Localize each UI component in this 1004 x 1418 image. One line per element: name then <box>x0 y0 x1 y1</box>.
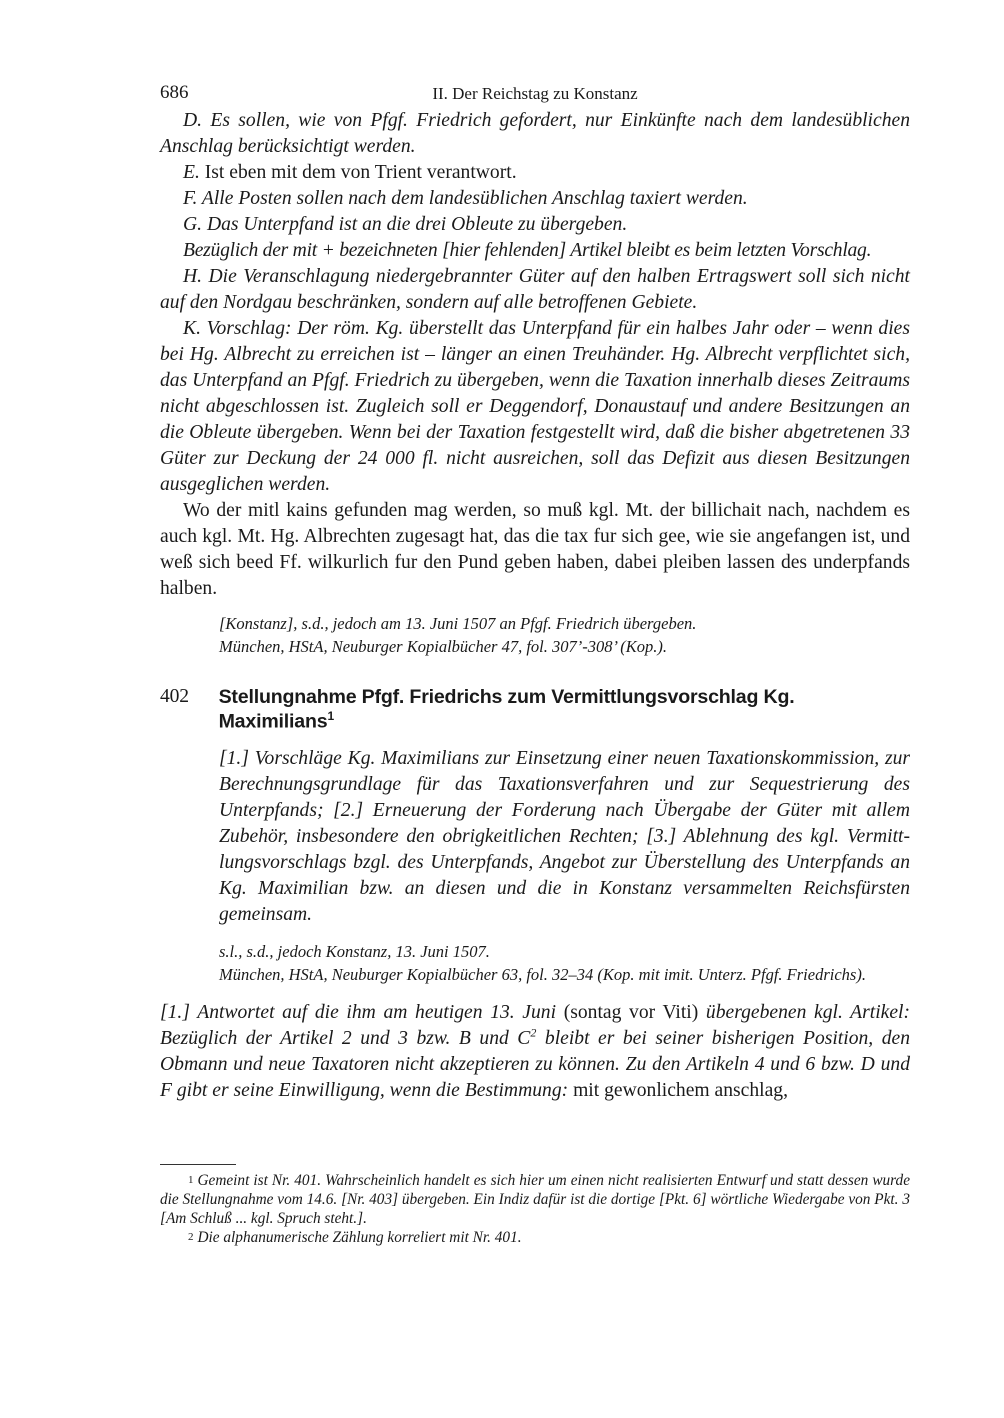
meta-source: München, HStA, Neuburger Kopialbücher 63, fol. 32–34 (Kop. mit imit. Unterz. Pfgf. Friedrichs). <box>219 964 866 984</box>
running-title: II. Der Reichstag zu Konstanz <box>432 84 638 103</box>
body-part-3: übergebenen kgl. Artikel: Bezüglich der Artikel 2 und 3 bzw. B und C <box>160 1001 911 1049</box>
document-title-text: Stellungnahme Pfgf. Friedrichs zum Vermittlungsvorschlag Kg. Maximilians <box>218 686 795 733</box>
document-heading <box>160 686 910 734</box>
meta-date: s.l., s.d., jedoch Konstanz, 13. Juni 1507. <box>219 941 490 961</box>
paragraph-plus-articles: Bezüglich der mit + bezeichneten [hier fehlenden] Artikel bleibt es beim letzten Vorschlag. <box>183 240 872 261</box>
page <box>160 78 910 1104</box>
paragraph-quote: Wo der mitl kains gefunden mag werden, so muß kgl. Mt. der billichait nach, nachdem es auch kgl. Mt. Hg. Albrechten zugesagt hat, das die tax fur sich gee, wie sie angefangen ist, und weß sich beed Ff. wilkurlich fur den Pund geben haben, dabei pleiben lassen des underpfands halben. <box>160 500 910 599</box>
footnote-ref-1[interactable]: 1 <box>327 709 334 723</box>
footnote-ref-2[interactable]: 2 <box>530 1025 537 1039</box>
footnote-2-mark: 2 <box>188 1231 194 1243</box>
body-part-1: [1.] Antwortet auf die ihm am heutigen 13. Juni <box>160 1001 564 1023</box>
paragraph-k: K. Vorschlag: Der röm. Kg. überstellt das Unterpfand für ein halbes Jahr oder – wenn dies bei Hg. Albrecht zu erreichen ist – länger an einen Treuhänder. Hg. Albrecht verpflichtet sich, das Unterpfand an Pfgf. Friedrich zu übergeben, wenn die Taxation innerhalb dieses Zeitraums nicht abgeschlossen ist. Zugleich soll er Deggendorf, Donaustauf und andere Besitzungen an die Obleute übergeben. Wenn bei der Taxation festgestellt wird, daß die bisher abgetretenen 33 Güter zur Deckung der 24 000 fl. nicht ausreichen, soll das Defizit aus diesen Besitzungen ausgeglichen werden. <box>160 318 910 495</box>
source-line-1: [Konstanz], s.d., jedoch am 13. Juni 1507 an Pfgf. Friedrich übergeben. <box>219 614 697 633</box>
document-number: 402 <box>160 686 189 707</box>
footnotes <box>160 1171 910 1247</box>
footnote-2-text: Die alphanumerische Zählung korreliert mit Nr. 401. <box>197 1229 522 1246</box>
paragraph-h: H. Die Veranschlagung niedergebrannter Güter auf den halben Ertragswert soll sich nicht auf den Nordgau beschränken, sondern auf alle betroffenen Gebiete. <box>160 266 910 313</box>
paragraph-e-text: Ist eben mit dem von Trient verantwort. <box>199 162 517 183</box>
footnote-divider <box>160 1164 236 1165</box>
paragraph-d: D. Es sollen, wie von Pfgf. Friedrich gefordert, nur Einkünfte nach dem landesüblichen Anschlag berücksichtigt werden. <box>160 110 910 157</box>
body-part-2: (sontag vor Viti) <box>563 1001 699 1023</box>
footnote-1-mark: 1 <box>188 1174 194 1186</box>
document-title <box>219 686 910 734</box>
body-part-5: mit gewonlichem anschlag, <box>573 1079 788 1101</box>
paragraph-g: G. Das Unterpfand ist an die drei Obleute zu übergeben. <box>183 214 628 235</box>
page-header <box>160 78 910 108</box>
footnote-2 <box>160 1228 910 1247</box>
document-meta <box>219 940 910 986</box>
footnote-1 <box>160 1171 910 1228</box>
body-part-4: bleibt er bei seiner bisherigen Position, den Obmann und neue Taxatoren nicht akzeptieren zu können. Zu den Artikeln 4 und 6 bzw. D und F gibt er seine Einwilligung, wenn die Bestimmung: <box>160 1027 910 1101</box>
paragraph-e-label: E. <box>183 162 200 183</box>
paragraph-f: F. Alle Posten sollen nach dem landesüblichen Anschlag taxiert werden. <box>183 188 748 209</box>
document-body <box>160 1000 910 1104</box>
source-note-401 <box>219 612 910 658</box>
regest: [1.] Vorschläge Kg. Maximilians zur Einsetzung einer neuen Taxationskommission, zur Berechnungsgrundlage für das Taxationsverfahren und zur Sequestrierung des Unterpfands; [2.] Erneuerung der Forderung nach Übergabe der Güter mit allem Zubehör, insbesondere den obrigkeitlichen Rechten; [3.] Ablehnung des kgl. Vermitt-lungsvorschlags bzgl. des Unterpfands, Angebot zur Überstellung des Unterpfands an Kg. Maximilian bzw. an diesen und die in Konstanz versammelten Reichsfürsten gemeinsam. <box>219 747 910 925</box>
source-line-2: München, HStA, Neuburger Kopialbücher 47, fol. 307’-308’ (Kop.). <box>219 637 668 656</box>
page-number: 686 <box>160 82 189 103</box>
footnote-1-text: Gemeint ist Nr. 401. Wahrscheinlich handelt es sich hier um einen nicht realisierten Entwurf und statt dessen wurde die Stellungnahme vom 14.6. [Nr. 403] übergeben. Ein Indiz dafür ist die dortige [Pkt. 6] wörtliche Wiedergabe von Pkt. 3 [Am Schluß ... kgl. Spruch steht.]. <box>160 1172 910 1227</box>
paragraph-e <box>160 160 910 186</box>
